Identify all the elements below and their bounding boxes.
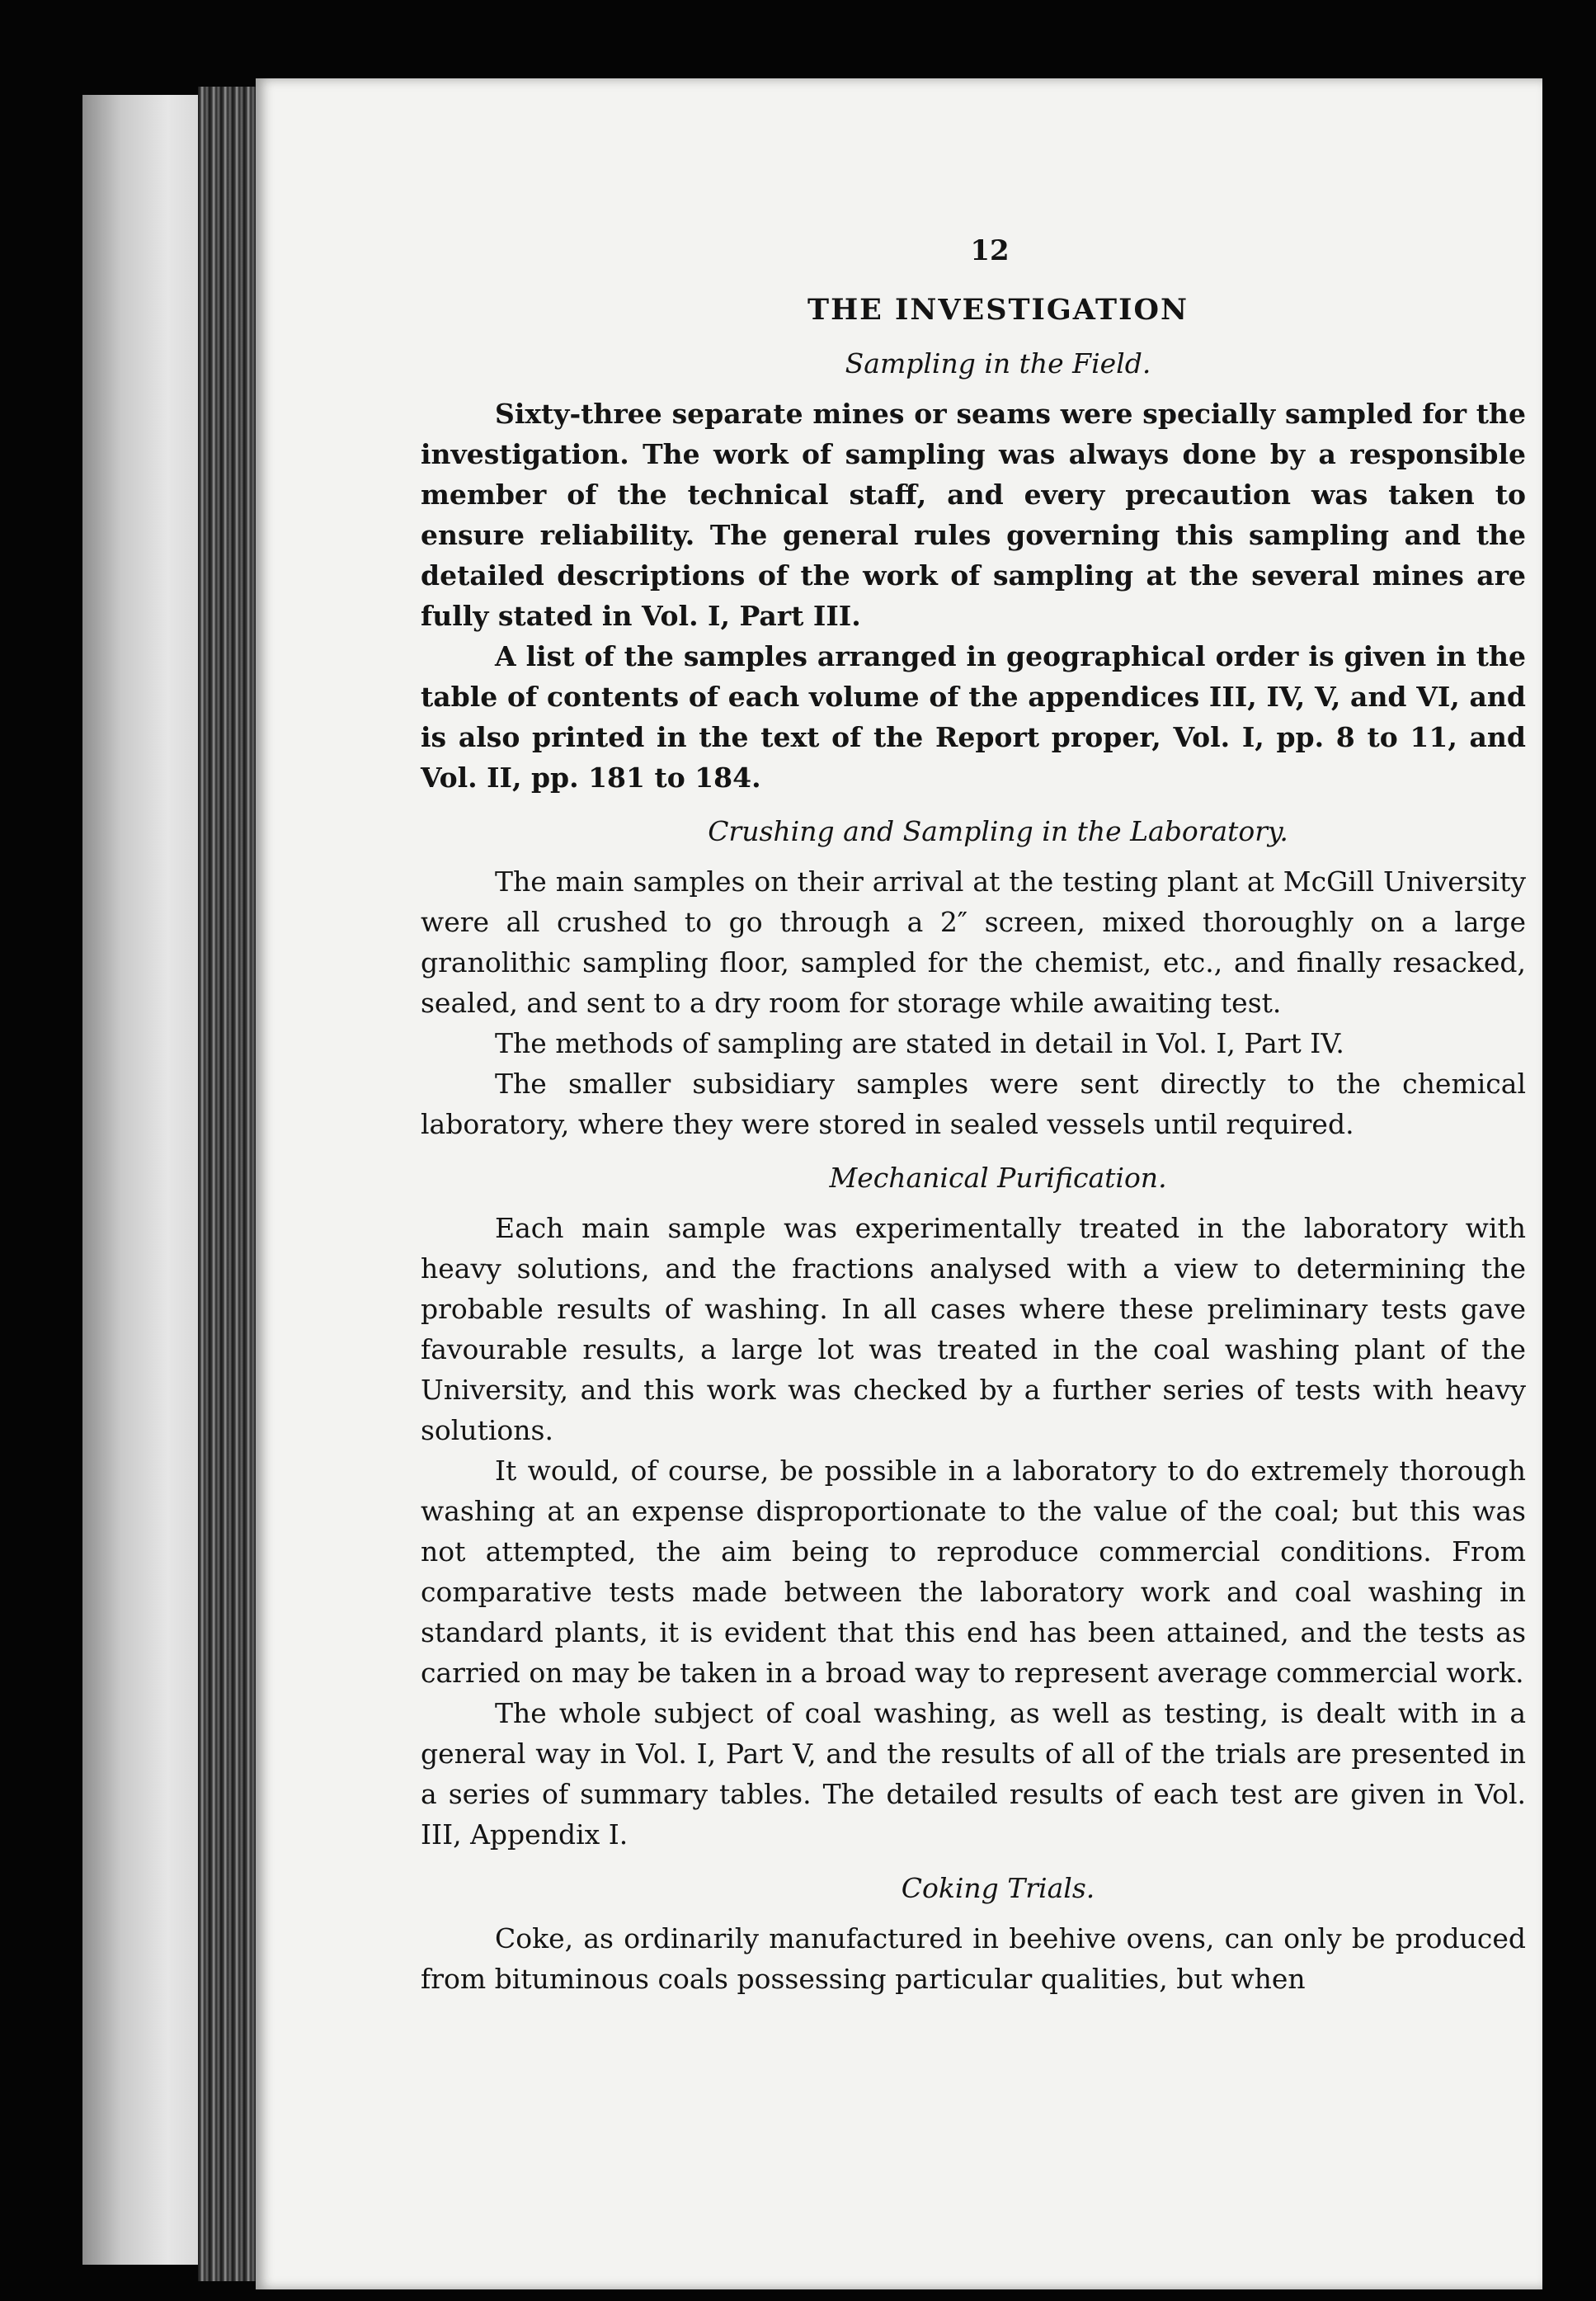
paragraph: Sixty-three separate mines or seams were specially sampled for the investigation. The work of sampling was always done by a responsible member of the technical staff, and every precaution was taken to ensure reliability. The general rules governing this sampling and the detailed descriptions of the work of sampling at the several mines are fully stated in Vol. I, Part III. xyxy=(421,398,1526,632)
page-text xyxy=(421,231,1526,1999)
chapter-title: THE INVESTIGATION xyxy=(807,293,1189,327)
paragraph: A list of the samples arranged in geographical order is given in the table of contents of each volume of the appendices III, IV, V, and VI, and is also printed in the text of the Report proper, Vol. I, pp. 8 to 11, and Vol. II, pp. 181 to 184. xyxy=(421,640,1526,794)
section-heading-sampling-field: Sampling in the Field. xyxy=(845,347,1151,380)
paragraph: Each main sample was experimentally treated in the laboratory with heavy solutions, and the fractions analysed with a view to determining the probable results of washing. In all cases where these preliminary tests gave favourable results, a large lot was treated in the coal washing plant of the University, and this work was checked by a further series of tests with heavy solutions. xyxy=(421,1212,1526,1446)
paragraph: The methods of sampling are stated in detail in Vol. I, Part IV. xyxy=(495,1027,1344,1059)
section-heading-mechanical-purification: Mechanical Purification. xyxy=(829,1162,1167,1194)
section-heading-coking-trials: Coking Trials. xyxy=(901,1872,1095,1904)
paragraph: The main samples on their arrival at the testing plant at McGill University were all crushed to go through a 2″ screen, mixed thoroughly on a large granolithic sampling floor, sampled for the chemist, etc., and finally resacked, sealed, and sent to a dry room for storage while awaiting test. xyxy=(421,865,1526,1019)
paragraph: The smaller subsidiary samples were sent directly to the chemical laboratory, where they were stored in sealed vessels until required. xyxy=(421,1068,1526,1140)
paragraph: The whole subject of coal washing, as well as testing, is dealt with in a general way in Vol. I, Part V, and the results of all of the trials are presented in a series of summary tables. The detailed results of each test are given in Vol. III, Appendix I. xyxy=(421,1697,1526,1851)
page-number: 12 xyxy=(970,234,1010,267)
paragraph: Coke, as ordinarily manufactured in beehive ovens, can only be produced from bituminous coals possessing particular qualities, but when xyxy=(421,1922,1526,1995)
section-heading-crushing-sampling: Crushing and Sampling in the Laboratory. xyxy=(708,815,1288,847)
paragraph: It would, of course, be possible in a laboratory to do extremely thorough washing at an expense disproportionate to the value of the coal; but this was not attempted, the aim being to reproduce commercial conditions. From comparative tests made between the laboratory work and coal washing in standard plants, it is evident that this end has been attained, and the tests as carried on may be taken in a broad way to represent average commercial work. xyxy=(421,1455,1526,1689)
